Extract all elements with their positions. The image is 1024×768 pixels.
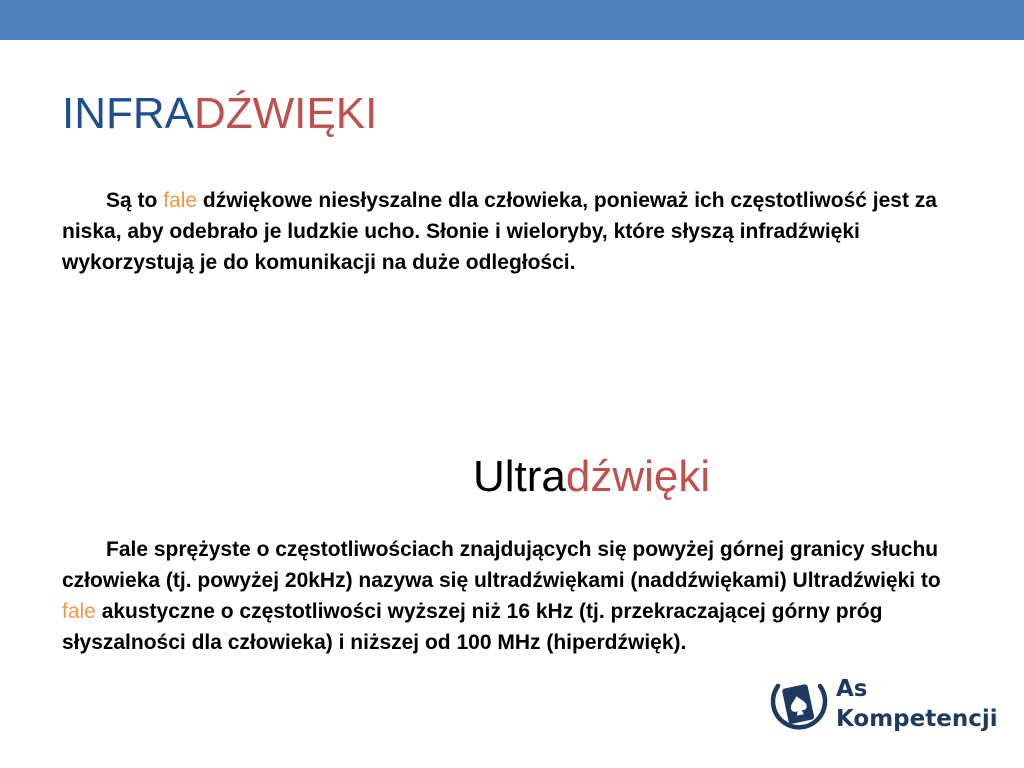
logo-line-kompetencji: Kompetencji [836,706,998,732]
paragraph1-text-before: Są to [106,189,164,212]
top-accent-bar [0,0,1024,40]
paragraph1-text-after: dźwiękowe niesłyszalne dla człowieka, ponieważ ich częstotliwość jest za niska, aby odebrało je ludzkie ucho. Słonie i wieloryby, które słyszą infradźwięki wykorzystują je do komunikacji na duże odległości. [62,189,937,274]
ultrasound-heading [473,451,710,503]
title-part-infra: INFRA [62,89,194,138]
subtitle-part-ultra: Ultra [473,452,566,501]
logo-wordmark [836,674,998,734]
paragraph2-text-after: akustyczne o częstotliwości wyższej niż 16 kHz (tj. przekraczającej górny próg słyszalności dla człowieka) i niższej od 100 MHz (hiperdźwięk). [62,600,883,654]
infrasound-paragraph [62,185,962,278]
spade-card-icon [768,672,830,742]
slide-title [62,88,377,140]
logo-line-as: As [836,676,868,702]
title-part-dzwieki: DŹWIĘKI [194,89,378,138]
paragraph2-text-before: Fale sprężyste o częstotliwościach znajdujących się powyżej górnej granicy słuchu człowieka (tj. powyżej 20kHz) nazywa się ultradźwiękami (naddźwiękami) Ultradźwięki to [62,538,941,592]
paragraph2-highlight: fale [62,600,96,623]
as-kompetencji-logo [768,668,998,748]
subtitle-part-dzwieki: dźwięki [565,452,711,501]
ultrasound-paragraph [62,534,962,658]
paragraph1-highlight: fale [163,189,198,212]
